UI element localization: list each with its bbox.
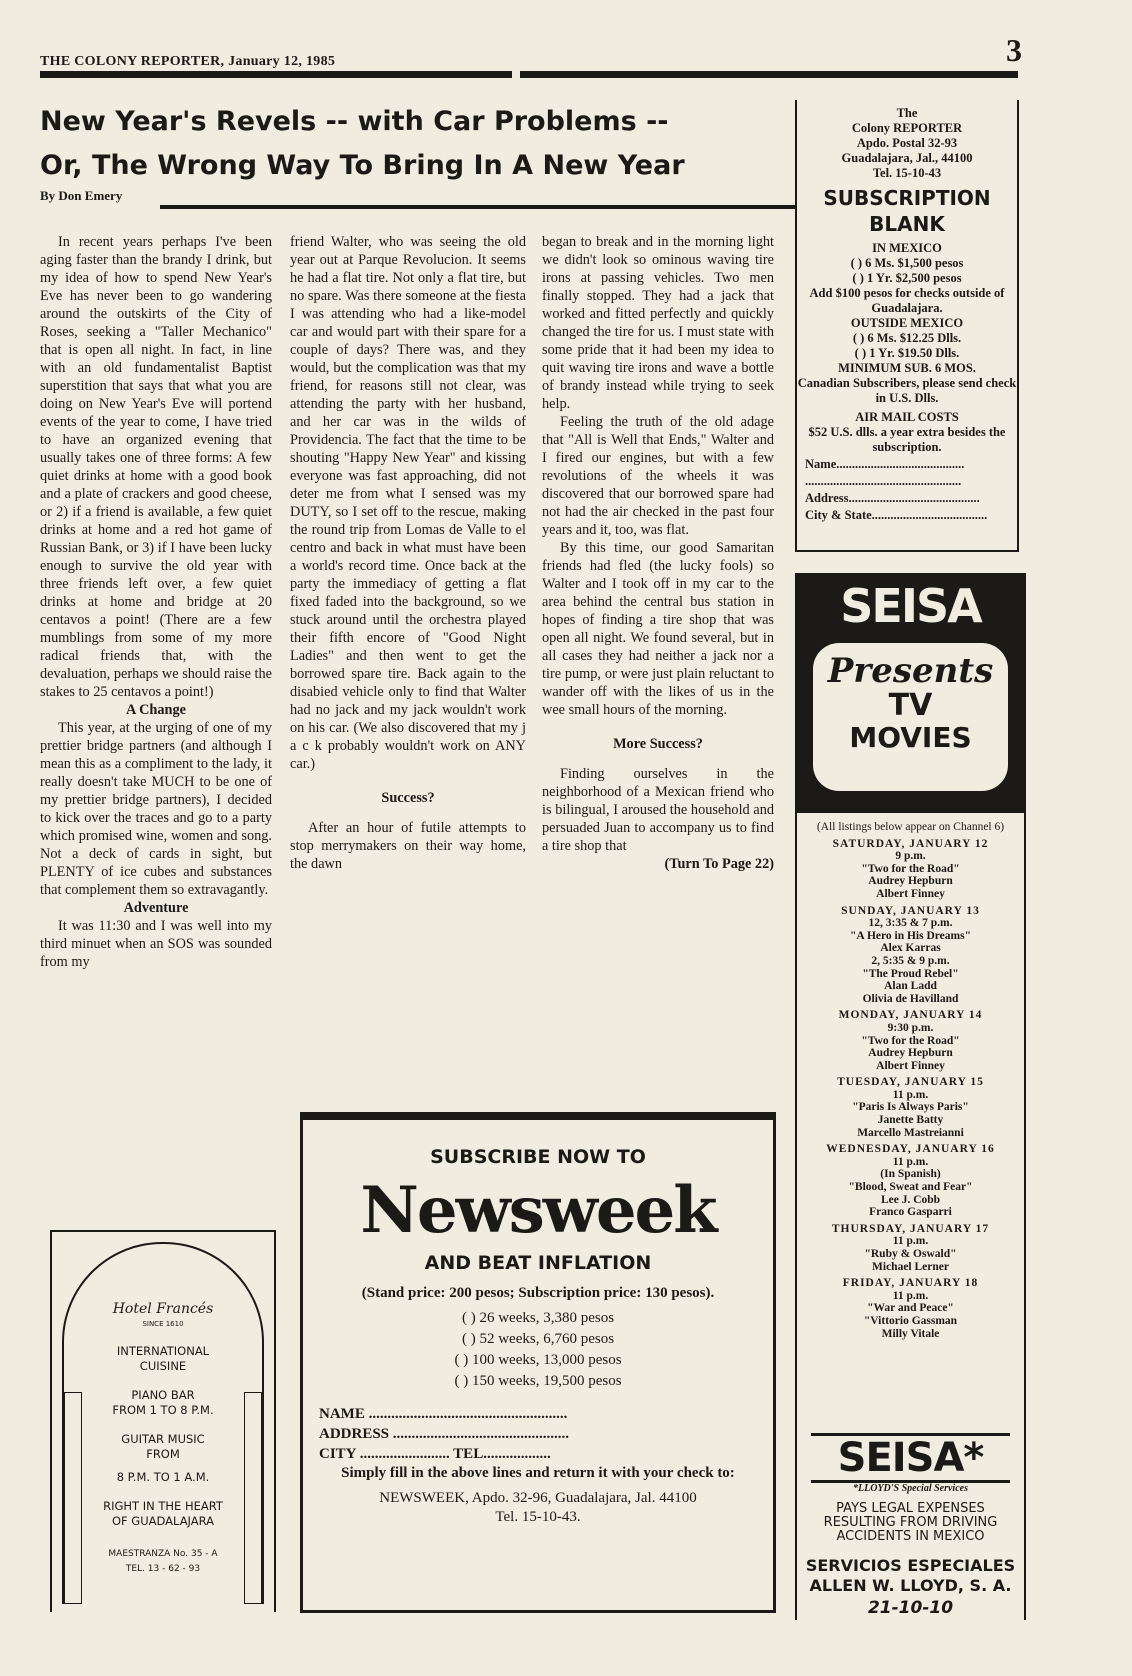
listing-day: SATURDAY, JANUARY 12 — [832, 837, 989, 850]
pays-legal-expenses — [797, 1502, 1024, 1544]
rate-line: IN MEXICO — [872, 241, 942, 255]
listing-line: Albert Finney — [876, 887, 945, 900]
rate-line: ( ) 6 Ms. $1,500 pesos — [850, 256, 964, 270]
servicios-especiales — [797, 1556, 1024, 1596]
listing-line: 11 p.m. — [892, 1088, 929, 1101]
listing-line: 11 p.m. — [892, 1155, 929, 1168]
seisa-logo-2: SEISA* — [811, 1433, 1010, 1483]
option-100-weeks: ( ) 100 weeks, 13,000 pesos — [454, 1352, 622, 1368]
article-column-1 — [40, 233, 272, 971]
hotel-line: RIGHT IN THE HEART — [103, 1499, 223, 1513]
hotel-line: GUITAR MUSIC — [121, 1432, 205, 1446]
hotel-since: SINCE 1610 — [142, 1320, 184, 1328]
hotel-info — [82, 1272, 244, 1577]
subscription-rates — [797, 241, 1017, 455]
subscription-header — [797, 106, 1017, 181]
listing-line: Marcello Mastreianni — [857, 1126, 964, 1139]
city-state-field: City & State..................................... — [805, 508, 988, 522]
listing-line: Milly Vitale — [881, 1327, 940, 1340]
listing-line: "The Proud Rebel" — [862, 967, 959, 980]
listing-line: 9 p.m. — [895, 850, 926, 863]
hotel-name: Hotel Francés — [112, 1301, 214, 1317]
subhead-more-success: More Success? — [613, 736, 703, 752]
listing-line: Michael Lerner — [872, 1260, 949, 1273]
listing-line: "Paris Is Always Paris" — [852, 1101, 969, 1114]
subscription-title: SUBSCRIPTION BLANK — [823, 186, 991, 236]
hotel-line: FROM 1 TO 8 P.M. — [112, 1403, 214, 1417]
masthead: THE COLONY REPORTER, January 12, 1985 — [40, 54, 336, 69]
listing-line: 2, 5:35 & 9 p.m. — [871, 954, 950, 967]
listing-days — [797, 838, 1024, 1341]
pays-line: PAYS LEGAL EXPENSES — [836, 1501, 985, 1516]
hotel-tel: TEL. 13 - 62 - 93 — [125, 1564, 201, 1574]
listing-line: "A Hero in His Dreams" — [850, 929, 971, 942]
listing-line: "Two for the Road" — [861, 862, 960, 875]
listing-day: MONDAY, JANUARY 14 — [838, 1009, 983, 1022]
masthead-rule-left — [40, 71, 512, 78]
paragraph: It was 11:30 and I was well into my third minuet when an SOS was sounded from my — [40, 918, 272, 970]
listing-line: Franco Gasparri — [869, 1206, 952, 1219]
seisa-lloyds-ad — [797, 1433, 1024, 1618]
pays-line: ACCIDENTS IN MEXICO — [836, 1529, 985, 1544]
header-line: Guadalajara, Jal., 44100 — [841, 151, 973, 165]
subscription-options — [303, 1308, 773, 1392]
rate-line: ( ) 1 Yr. $19.50 Dlls. — [854, 346, 960, 360]
listing-line: Janette Batty — [877, 1114, 944, 1127]
rate-line: MINIMUM SUB. 6 MOS. — [838, 361, 976, 375]
listing-line: "Blood, Sweat and Fear" — [848, 1181, 973, 1194]
newsweek-logo: Newsweek — [360, 1173, 716, 1248]
listing-day: TUESDAY, JANUARY 15 — [837, 1076, 984, 1089]
listing-line: Lee J. Cobb — [880, 1193, 941, 1206]
rate-line: Canadian Subscribers, please send check in U.S. Dlls. — [797, 376, 1017, 405]
subhead-success: Success? — [381, 790, 435, 806]
hotel-line: 8 P.M. TO 1 A.M. — [116, 1470, 210, 1484]
pays-line: RESULTING FROM DRIVING — [823, 1515, 998, 1530]
pillar-left — [64, 1392, 82, 1604]
listing-line: Alex Karras — [880, 942, 941, 955]
listing-line: 9:30 p.m. — [887, 1021, 934, 1034]
name-field: NAME ..................................................... — [319, 1406, 568, 1422]
listing-line: "Ruby & Oswald" — [864, 1248, 957, 1260]
hotel-line: FROM — [146, 1447, 180, 1461]
rate-line: AIR MAIL COSTS — [855, 410, 959, 424]
listing-line: Audrey Hepburn — [868, 1047, 953, 1060]
rate-line: $52 U.S. dlls. a year extra besides the subscription. — [808, 425, 1006, 454]
subscribe-now: SUBSCRIBE NOW TO — [430, 1146, 646, 1168]
form-fields — [303, 1404, 773, 1464]
byline-rule — [160, 205, 795, 209]
listings-note: (All listings below appear on Channel 6) — [816, 821, 1005, 833]
listing-day: WEDNESDAY, JANUARY 16 — [826, 1143, 995, 1156]
address-field: ADDRESS ............................................... — [319, 1426, 570, 1442]
byline: By Don Emery — [40, 188, 123, 203]
listing-line: 11 p.m. — [892, 1235, 929, 1248]
beat-inflation: AND BEAT INFLATION — [424, 1252, 652, 1274]
company-name: ALLEN W. LLOYD, S. A. — [809, 1576, 1012, 1595]
tv-screen — [813, 643, 1008, 791]
hotel-address: MAESTRANZA No. 35 - A — [108, 1549, 218, 1559]
seisa-tv-movies-ad — [795, 573, 1026, 1620]
listing-day: SUNDAY, JANUARY 13 — [841, 904, 980, 917]
listing-line: "War and Peace" — [867, 1302, 954, 1315]
subhead-adventure: Adventure — [123, 900, 189, 916]
listing-day: THURSDAY, JANUARY 17 — [831, 1222, 990, 1235]
presents-text: Presents — [827, 651, 994, 691]
masthead-rule-right — [520, 71, 1018, 78]
instructions: Simply fill in the above lines and return it with your check to: — [341, 1465, 735, 1481]
hotel-line: PIANO BAR — [131, 1388, 195, 1402]
rate-line: Add $100 pesos for checks outside of Guadalajara. — [809, 286, 1005, 315]
subhead-change: A Change — [126, 702, 186, 718]
option-52-weeks: ( ) 52 weeks, 6,760 pesos — [461, 1331, 615, 1347]
article-headline — [40, 100, 775, 188]
listing-line: 12, 3:35 & 7 p.m. — [868, 917, 953, 930]
tv-text: TV — [888, 688, 933, 723]
rate-line: ( ) 6 Ms. $12.25 Dlls. — [852, 331, 962, 345]
listing-line: Olivia de Havilland — [862, 992, 959, 1005]
paragraph: This year, at the urging of one of my prettier bridge partners (and although I mean this as a compliment to the lady, it really doesn't take MUCH to be one of my prettier bridge partners), I decided to kick over the traces and go to a party which promised wine, women and song. Not a deck of cards in sight, but PLENTY of ice cubes and substances that complement them so extravagantly. — [40, 720, 272, 898]
seisa-logo: SEISA — [840, 579, 981, 633]
hotel-frances-ad — [50, 1230, 276, 1612]
listing-line: Alan Ladd — [884, 980, 937, 993]
header-line: Tel. 15-10-43 — [872, 166, 942, 180]
newsweek-ad — [300, 1112, 776, 1613]
tel-line: Tel. 15-10-43. — [495, 1509, 581, 1525]
seisa-header — [797, 573, 1024, 813]
header-line: Colony REPORTER — [851, 121, 963, 135]
rate-line: ( ) 1 Yr. $2,500 pesos — [852, 271, 962, 285]
newsweek-address — [303, 1489, 773, 1527]
article-column-3 — [542, 233, 774, 873]
listing-line: 11 p.m. — [892, 1289, 929, 1302]
paragraph: Feeling the truth of the old adage that "All is Well that Ends," Walter and I fired our engines, but with a few revolutions of the wheels it was discovered that our borrowed spare had not had the air checked in the past four years and it, too, was flat. — [542, 414, 774, 538]
hotel-line: INTERNATIONAL — [116, 1344, 210, 1358]
lloyds-special-services: *LLOYD'S Special Services — [853, 1483, 968, 1494]
paragraph: By this time, our good Samaritan friends had fled (the lucky fools) so Walter and I took off in my car to the area behind the central bus station in hopes of finding a tire shop that was open all night. We found several, but in all cases they had neither a jack nor a tire pump, or were just plain reluctant to wander off with the likes of us in the wee small hours of the morning. — [542, 540, 774, 718]
header-line: Apdo. Postal 32-93 — [856, 136, 958, 150]
paragraph: In recent years perhaps I've been aging faster than the brandy I drink, but my idea of how to spend New Year's Eve has never been to go wandering around the outskirts of the City of Roses, seeking a "Taller Mechanico" that is open all night. In fact, in line with an old fundamentalist Baptist superstition that says that what you are doing on New Year's Eve will portend events of the year to come, I have tried to have an organized evening that usually takes one of three forms: A few quiet drinks at home with a good book and a plate of crackers and good cheese, or 2) if a friend is available, a few quiet drinks at home and a red hot game of Russian Bank, or 3) if I have been lucky enough to survive the old year with three friends left over, a few quiet drinks at home and bridge at 20 centavos a point! (There are a few mumblings from some of my more radical friends that, with the devaluation, perhaps we should raise the stakes to 25 centavos a point!) — [40, 234, 272, 700]
listing-line: (In Spanish) — [880, 1168, 941, 1181]
header-line: The — [896, 106, 918, 120]
listing-line: "Vittorio Gassman — [863, 1314, 958, 1327]
tv-listings — [797, 821, 1024, 1340]
movies-text: MOVIES — [849, 721, 972, 754]
hotel-line: OF GUADALAJARA — [111, 1514, 215, 1528]
paragraph: Finding ourselves in the neighborhood of a Mexican friend who is bilingual, I aroused the household and persuaded Juan to accompany us to find a tire shop that — [542, 766, 774, 854]
listing-day: FRIDAY, JANUARY 18 — [842, 1277, 979, 1290]
article-column-2 — [290, 233, 526, 873]
blank-line: .................................................. — [805, 474, 962, 488]
address-line: NEWSWEEK, Apdo. 32-96, Guadalajara, Jal. 44100 — [379, 1490, 697, 1506]
option-26-weeks: ( ) 26 weeks, 3,380 pesos — [461, 1310, 615, 1326]
headline-line-1: New Year's Revels -- with Car Problems -- — [40, 106, 669, 137]
listing-line: Albert Finney — [876, 1059, 945, 1072]
paragraph: After an hour of futile attempts to stop merrymakers on their way home, the dawn — [290, 820, 526, 872]
name-field: Name......................................... — [805, 457, 965, 471]
page-number: 3 — [1006, 32, 1022, 68]
phone-number: 21-10-10 — [867, 1598, 954, 1618]
price-note: (Stand price: 200 pesos; Subscription price: 130 pesos). — [361, 1285, 715, 1301]
subscription-blank — [795, 100, 1019, 552]
pillar-right — [244, 1392, 262, 1604]
city-tel-field: CITY ........................ TEL.................. — [319, 1446, 551, 1462]
headline-line-2: Or, The Wrong Way To Bring In A New Year — [40, 150, 685, 181]
hotel-line: CUISINE — [139, 1359, 187, 1373]
listing-line: "Two for the Road" — [861, 1034, 960, 1047]
rate-line: OUTSIDE MEXICO — [850, 316, 964, 330]
paragraph: friend Walter, who was seeing the old year out at Parque Revolucion. It seems he had a flat tire. Not only a flat tire, but no spare. Was there someone at the fiesta I was attending who had a like-model car and would part with their spare for a couple of days? There was, and they would, but the complication was that my friend, for reasons still not clear, was attending the party with her husband, and her car was in the wilds of Providencia. The fact that the time to be shouting "Happy New Year" and kissing everyone was fast approaching, did not deter me from what I sensed was my DUTY, so I set off to the rescue, making the round trip from Lomas de Valle to el centro and back in what must have been a world's record time. Once back at the party the immediacy of getting a flat fixed faded into the background, so we stuck around until the orchestra played their fifth encore of "Good Night Ladies" and then went to get the borrowed spare tire. Back again to the disabied vehicle only to find that Walter had no jack and my jack wouldn't work on his car. (We also discovered that my j a c k probably wouldn't work on ANY car.) — [290, 234, 526, 772]
servicios-label: SERVICIOS ESPECIALES — [805, 1556, 1016, 1575]
paragraph: began to break and in the morning light we didn't look so ominous waving tire irons at passing vehicles. Two men finally stopped. They had a jack that worked and fitted perfectly and quickly changed the tire for us. I must state with some pride that it had been my idea to quit waving tire irons and wave a bottle of brandy instead while trying to seek help. — [542, 234, 774, 412]
turn-to-page: (Turn To Page 22) — [664, 856, 774, 872]
address-field: Address.......................................... — [805, 491, 980, 505]
option-150-weeks: ( ) 150 weeks, 19,500 pesos — [454, 1373, 622, 1389]
listing-line: Audrey Hepburn — [868, 875, 953, 888]
